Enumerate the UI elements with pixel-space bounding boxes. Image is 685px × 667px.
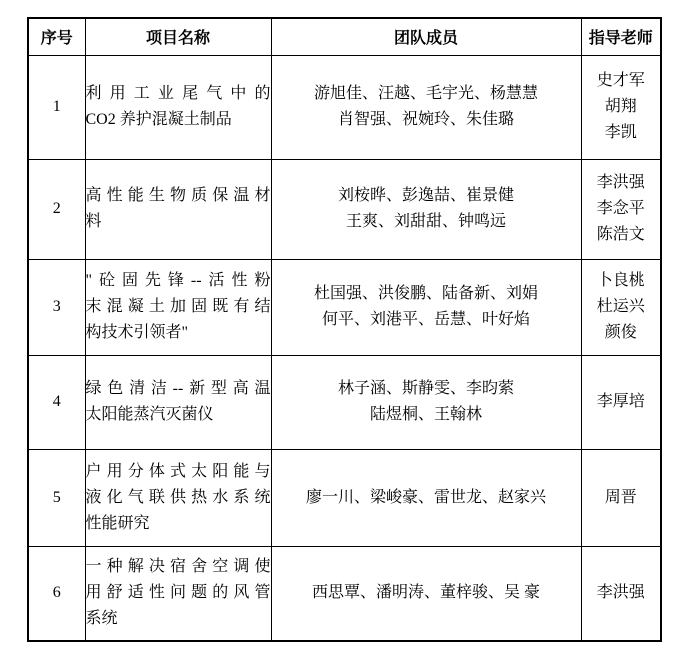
team-members-line: 杜国强、洪俊鹏、陆备新、刘娟 [313, 285, 538, 302]
row-number-cell: 3 [28, 259, 85, 355]
project-name-cell [85, 259, 271, 355]
header-cell-team-members: 团队成员 [271, 18, 581, 55]
advisor-cell [581, 55, 661, 159]
advisor-name-line: 杜运兴 [596, 298, 645, 315]
row-number-cell: 1 [28, 55, 85, 159]
team-members-line: 刘桉晔、彭逸喆、崔景健 [337, 187, 514, 204]
team-members-cell [271, 259, 581, 355]
table-header-row [28, 18, 661, 55]
project-name-cell [85, 55, 271, 159]
project-name-line: CO2 养护混凝土制品 [85, 111, 232, 128]
advisor-cell [581, 546, 661, 641]
advisor-name-line: 陈浩文 [596, 226, 645, 243]
team-members-line: 肖智强、祝婉玲、朱佳璐 [337, 111, 514, 128]
row-number-cell: 6 [28, 546, 85, 641]
row-number-cell: 2 [28, 159, 85, 259]
team-members-cell [271, 159, 581, 259]
advisor-name-line: 李凯 [604, 124, 637, 141]
team-members-cell [271, 449, 581, 546]
team-members-line: 王爽、刘甜甜、钟鸣远 [345, 213, 506, 230]
team-members-cell [271, 546, 581, 641]
project-name-cell [85, 355, 271, 449]
project-name-line: 高性能生物质保温材 [85, 187, 271, 204]
team-members-cell [271, 355, 581, 449]
advisor-name-line: 卜良桃 [596, 272, 645, 289]
team-members-line: 林子涵、斯静雯、李昀萦 [337, 380, 514, 397]
advisor-name-line: 史才军 [596, 72, 645, 89]
project-name-line: 末混凝土加固既有结 [85, 298, 271, 315]
advisor-cell [581, 159, 661, 259]
header-cell-advisor: 指导老师 [581, 18, 661, 55]
project-name-line: 性能研究 [85, 514, 150, 532]
advisor-name-line: 颜俊 [604, 324, 637, 341]
header-cell-project-name: 项目名称 [85, 18, 271, 55]
team-members-line: 游旭佳、汪越、毛宇光、杨慧慧 [313, 85, 538, 102]
team-members-line: 西思覃、潘明涛、董梓骏、吴 豪 [311, 584, 540, 602]
project-name-line: "砼固先锋--活性粉 [85, 272, 271, 289]
project-name-cell [85, 546, 271, 641]
project-name-line: 构技术引领者" [85, 324, 189, 341]
team-members-line: 陆煜桐、王翰林 [369, 406, 482, 423]
team-members-line: 何平、刘港平、岳慧、叶好焰 [321, 311, 530, 328]
project-name-line: 户用分体式太阳能与 [85, 462, 271, 480]
project-name-line: 绿色清洁--新型高温 [85, 380, 271, 397]
project-name-cell [85, 159, 271, 259]
advisor-cell [581, 355, 661, 449]
project-name-line: 太阳能蒸汽灭菌仪 [85, 406, 214, 423]
team-members-line: 廖一川、梁峻豪、雷世龙、赵家兴 [305, 488, 546, 506]
advisor-name-line: 胡翔 [604, 98, 637, 115]
header-cell-number: 序号 [28, 18, 85, 55]
advisor-name-line: 周晋 [604, 488, 637, 506]
advisor-cell [581, 259, 661, 355]
advisor-name-line: 李厚培 [596, 393, 645, 410]
table-row [28, 55, 661, 159]
row-number-cell: 4 [28, 355, 85, 449]
team-members-cell [271, 55, 581, 159]
table-row [28, 159, 661, 259]
projects-table [27, 17, 662, 642]
project-name-line: 料 [85, 213, 102, 230]
table-row [28, 355, 661, 449]
table-row [28, 449, 661, 546]
table-row [28, 546, 661, 641]
project-name-line: 液化气联供热水系统 [85, 488, 271, 506]
advisor-cell [581, 449, 661, 546]
advisor-name-line: 李洪强 [596, 174, 645, 191]
project-name-line: 用舒适性问题的风管 [85, 584, 271, 602]
advisor-name-line: 李念平 [596, 200, 645, 217]
project-name-cell [85, 449, 271, 546]
table-row [28, 259, 661, 355]
project-name-line: 一种解决宿舍空调使 [85, 558, 271, 576]
project-name-line: 系统 [85, 610, 118, 628]
table-body [28, 55, 661, 641]
advisor-name-line: 李洪强 [596, 584, 645, 602]
row-number-cell: 5 [28, 449, 85, 546]
project-name-line: 利用工业尾气中的 [85, 85, 271, 102]
